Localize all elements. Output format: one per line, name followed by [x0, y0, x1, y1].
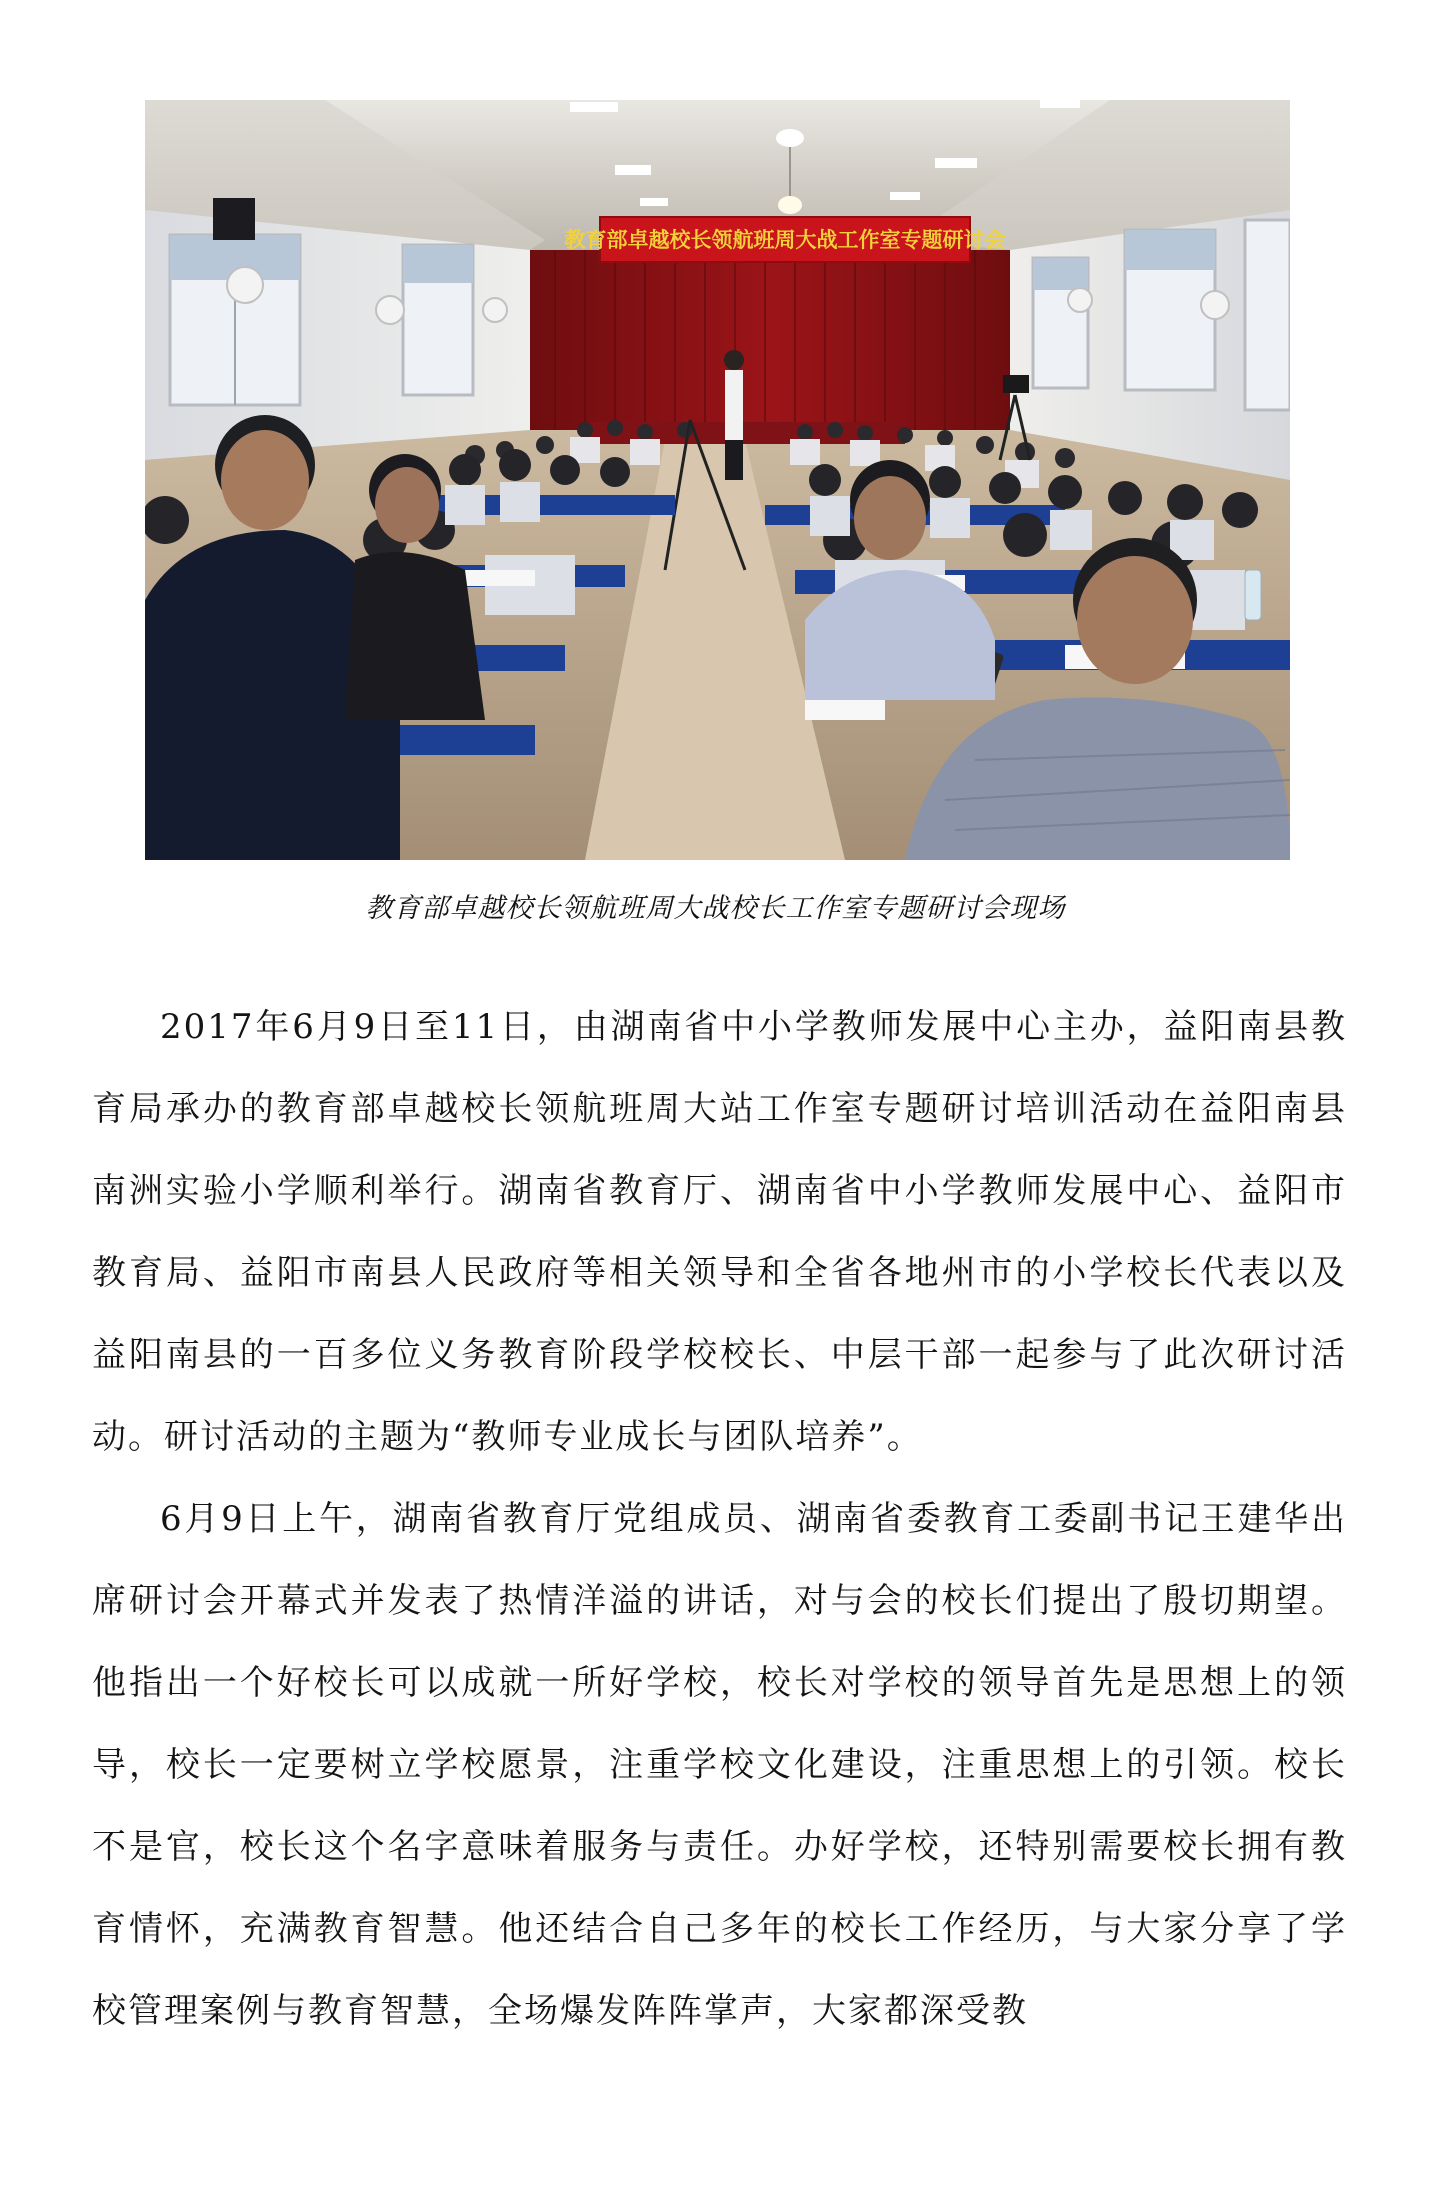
conference-hall-image [145, 100, 1290, 860]
banner-text: 教育部卓越校长领航班周大战工作室专题研讨会 [564, 228, 1006, 252]
article-body [92, 986, 1347, 2052]
paragraph-1: 2017年6月9日至11日，由湖南省中小学教师发展中心主办，益阳南县教育局承办的教育部卓越校长领航班周大站工作室专题研讨培训活动在益阳南县南洲实验小学顺利举行。湖南省教育厅、湖南省中小学教师发展中心、益阳市教育局、益阳市南县人民政府等相关领导和全省各地州市的小学校长代表以及益阳南县的一百多位义务教育阶段学校校长、中层干部一起参与了此次研讨活动。研讨活动的主题为“教师专业成长与团队培养”。 [92, 1007, 1347, 1457]
paragraph-2: 6月9日上午，湖南省教育厅党组成员、湖南省委教育工委副书记王建华出席研讨会开幕式并发表了热情洋溢的讲话，对与会的校长们提出了殷切期望。他指出一个好校长可以成就一所好学校，校长对学校的领导首先是思想上的领导，校长一定要树立学校愿景，注重学校文化建设，注重思想上的引领。校长不是官，校长这个名字意味着服务与责任。办好学校，还特别需要校长拥有教育情怀，充满教育智慧。他还结合自己多年的校长工作经历，与大家分享了学校管理案例与教育智慧，全场爆发阵阵掌声，大家都深受教 [92, 1499, 1347, 2031]
photo-caption: 教育部卓越校长领航班周大战校长工作室专题研讨会现场 [365, 893, 1066, 924]
conference-photo [145, 100, 1290, 860]
